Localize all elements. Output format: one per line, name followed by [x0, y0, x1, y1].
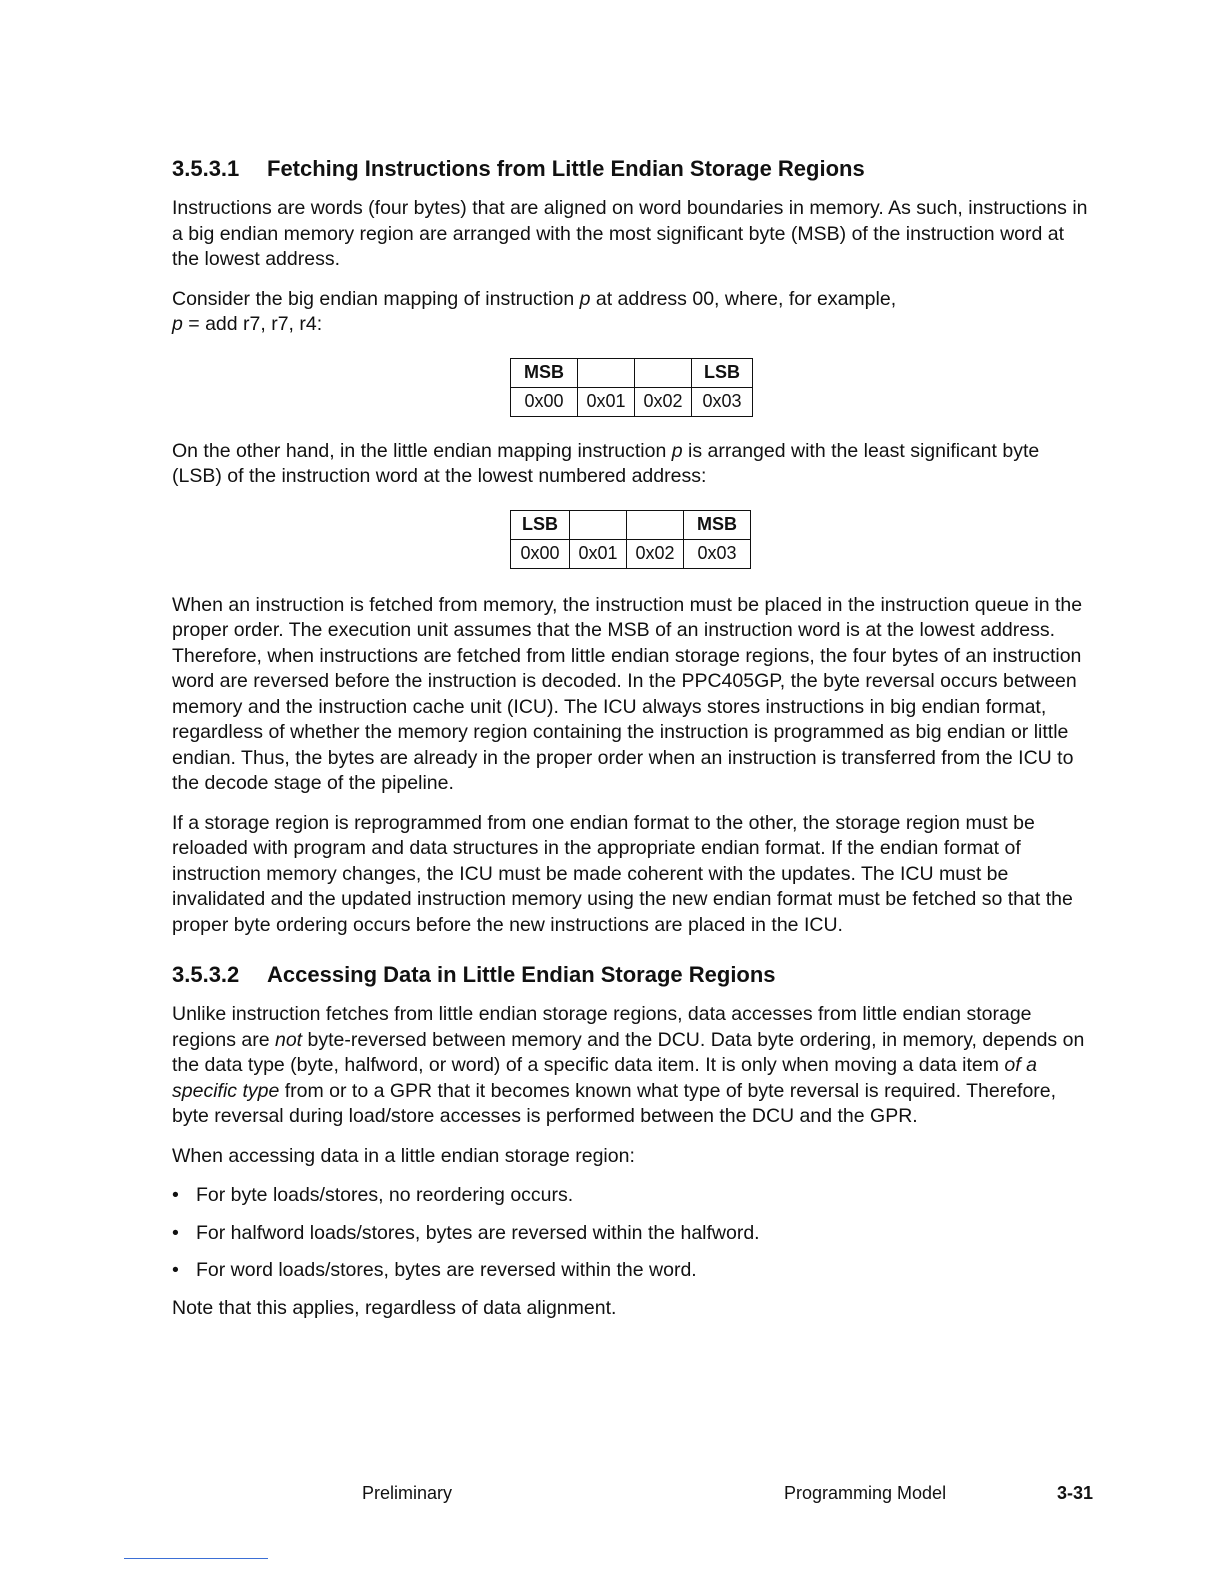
emphasis: not	[274, 1028, 303, 1051]
table-cell	[570, 510, 627, 539]
list-item	[172, 1258, 1092, 1284]
list-item	[172, 1183, 1092, 1209]
table-cell: LSB	[692, 358, 753, 387]
paragraph: Note that this applies, regardless of data alignment.	[172, 1296, 617, 1319]
page-content	[172, 154, 1092, 1321]
scan-artifact-line	[124, 1558, 268, 1559]
table-cell	[627, 510, 684, 539]
bullet-list	[172, 1183, 1092, 1284]
table-cell: 0x00	[511, 539, 570, 568]
paragraph	[172, 287, 1092, 338]
list-item	[172, 1221, 1092, 1247]
table-cell: 0x00	[511, 387, 578, 416]
bullet-icon: •	[172, 1259, 179, 1281]
section-title: Fetching Instructions from Little Endian Storage Regions	[267, 156, 865, 181]
list-item-text: For word loads/stores, bytes are reversed within the word.	[196, 1259, 697, 1281]
table-header-row	[511, 510, 751, 539]
table-row	[511, 539, 751, 568]
paragraph: When accessing data in a little endian storage region:	[172, 1144, 635, 1167]
table-cell: MSB	[511, 358, 578, 387]
table-cell: LSB	[511, 510, 570, 539]
paragraph: When an instruction is fetched from memory, the instruction must be placed in the instruction queue in the proper order. The execution unit assumes that the MSB of an instruction word is at the lowest address. Therefore, when instructions are fetched from little endian storage regions, the four bytes of an instruction word are reversed before the instruction is decoded. In the PPC405GP, the byte reversal occurs between memory and the instruction cache unit (ICU). The ICU always stores instructions in big endian format, regardless of whether the memory region containing the instruction is programmed as big endian or little endian. Thus, the bytes are already in the proper order when an instruction is transferred from the ICU to the decode stage of the pipeline.	[172, 593, 1083, 794]
table-cell: 0x02	[635, 387, 692, 416]
section-heading-3-5-3-1	[172, 154, 1092, 184]
text-run: On the other hand, in the little endian mapping instruction	[172, 439, 672, 462]
text-run: is arranged with the least significant byte (LSB) of the instruction word at the lowest numbered address:	[172, 439, 1040, 487]
text-run: = add r7, r7, r4:	[182, 313, 323, 335]
bullet-icon: •	[172, 1184, 179, 1206]
variable: p	[172, 313, 183, 335]
variable: p	[671, 439, 683, 462]
section-number: 3.5.3.1	[172, 156, 240, 181]
text-run: Consider the big endian mapping of instruction	[172, 287, 580, 310]
table-cell: 0x01	[578, 387, 635, 416]
text-run: byte-reversed between memory and the DCU. Data byte ordering, in memory, depends on the data type (byte, halfword, or word) of a specific data item. It is only when moving a data item	[172, 1028, 1085, 1076]
table-cell: 0x02	[627, 539, 684, 568]
table-cell: 0x01	[570, 539, 627, 568]
footer-status: Preliminary	[362, 1483, 453, 1503]
list-item-text: For halfword loads/stores, bytes are reversed within the halfword.	[196, 1221, 760, 1244]
section-title: Accessing Data in Little Endian Storage Regions	[267, 962, 776, 987]
big-endian-byte-table	[510, 358, 753, 417]
text-run: Unlike instruction fetches from little endian storage regions, data accesses from little endian storage regions are	[172, 1003, 1032, 1051]
page-number: 3-31	[1057, 1483, 1094, 1503]
paragraph	[172, 1002, 1092, 1130]
table-cell: 0x03	[692, 387, 753, 416]
section-heading-3-5-3-2	[172, 960, 1092, 990]
little-endian-byte-table	[510, 510, 751, 569]
table-header-row	[511, 358, 753, 387]
bullet-icon: •	[172, 1221, 179, 1244]
section-number: 3.5.3.2	[172, 962, 240, 987]
list-item-text: For byte loads/stores, no reordering occurs.	[196, 1184, 574, 1206]
emphasis: of a specific type	[172, 1054, 1037, 1102]
text-run: at address 00, where, for example,	[590, 287, 897, 310]
paragraph: If a storage region is reprogrammed from one endian format to the other, the storage region must be reloaded with program and data structures in the appropriate endian format. If the endian format of instruction memory changes, the ICU must be made coherent with the updates. The ICU must be invalidated and the updated instruction memory using the new endian format must be fetched so that the proper byte ordering occurs before the new instructions are placed in the ICU.	[172, 811, 1073, 936]
table-cell: MSB	[684, 510, 751, 539]
paragraph	[172, 439, 1092, 490]
footer-chapter: Programming Model	[784, 1483, 947, 1503]
table-row	[511, 387, 753, 416]
variable: p	[579, 287, 591, 310]
paragraph: Instructions are words (four bytes) that are aligned on word boundaries in memory. As such, instructions in a big endian memory region are arranged with the most significant byte (MSB) of the instruction word at the lowest address.	[172, 197, 1088, 270]
text-run: from or to a GPR that it becomes known what type of byte reversal is required. Therefore, byte reversal during load/store accesses is performed between the DCU and the GPR.	[172, 1079, 1057, 1127]
table-cell	[578, 358, 635, 387]
table-cell: 0x03	[684, 539, 751, 568]
table-cell	[635, 358, 692, 387]
